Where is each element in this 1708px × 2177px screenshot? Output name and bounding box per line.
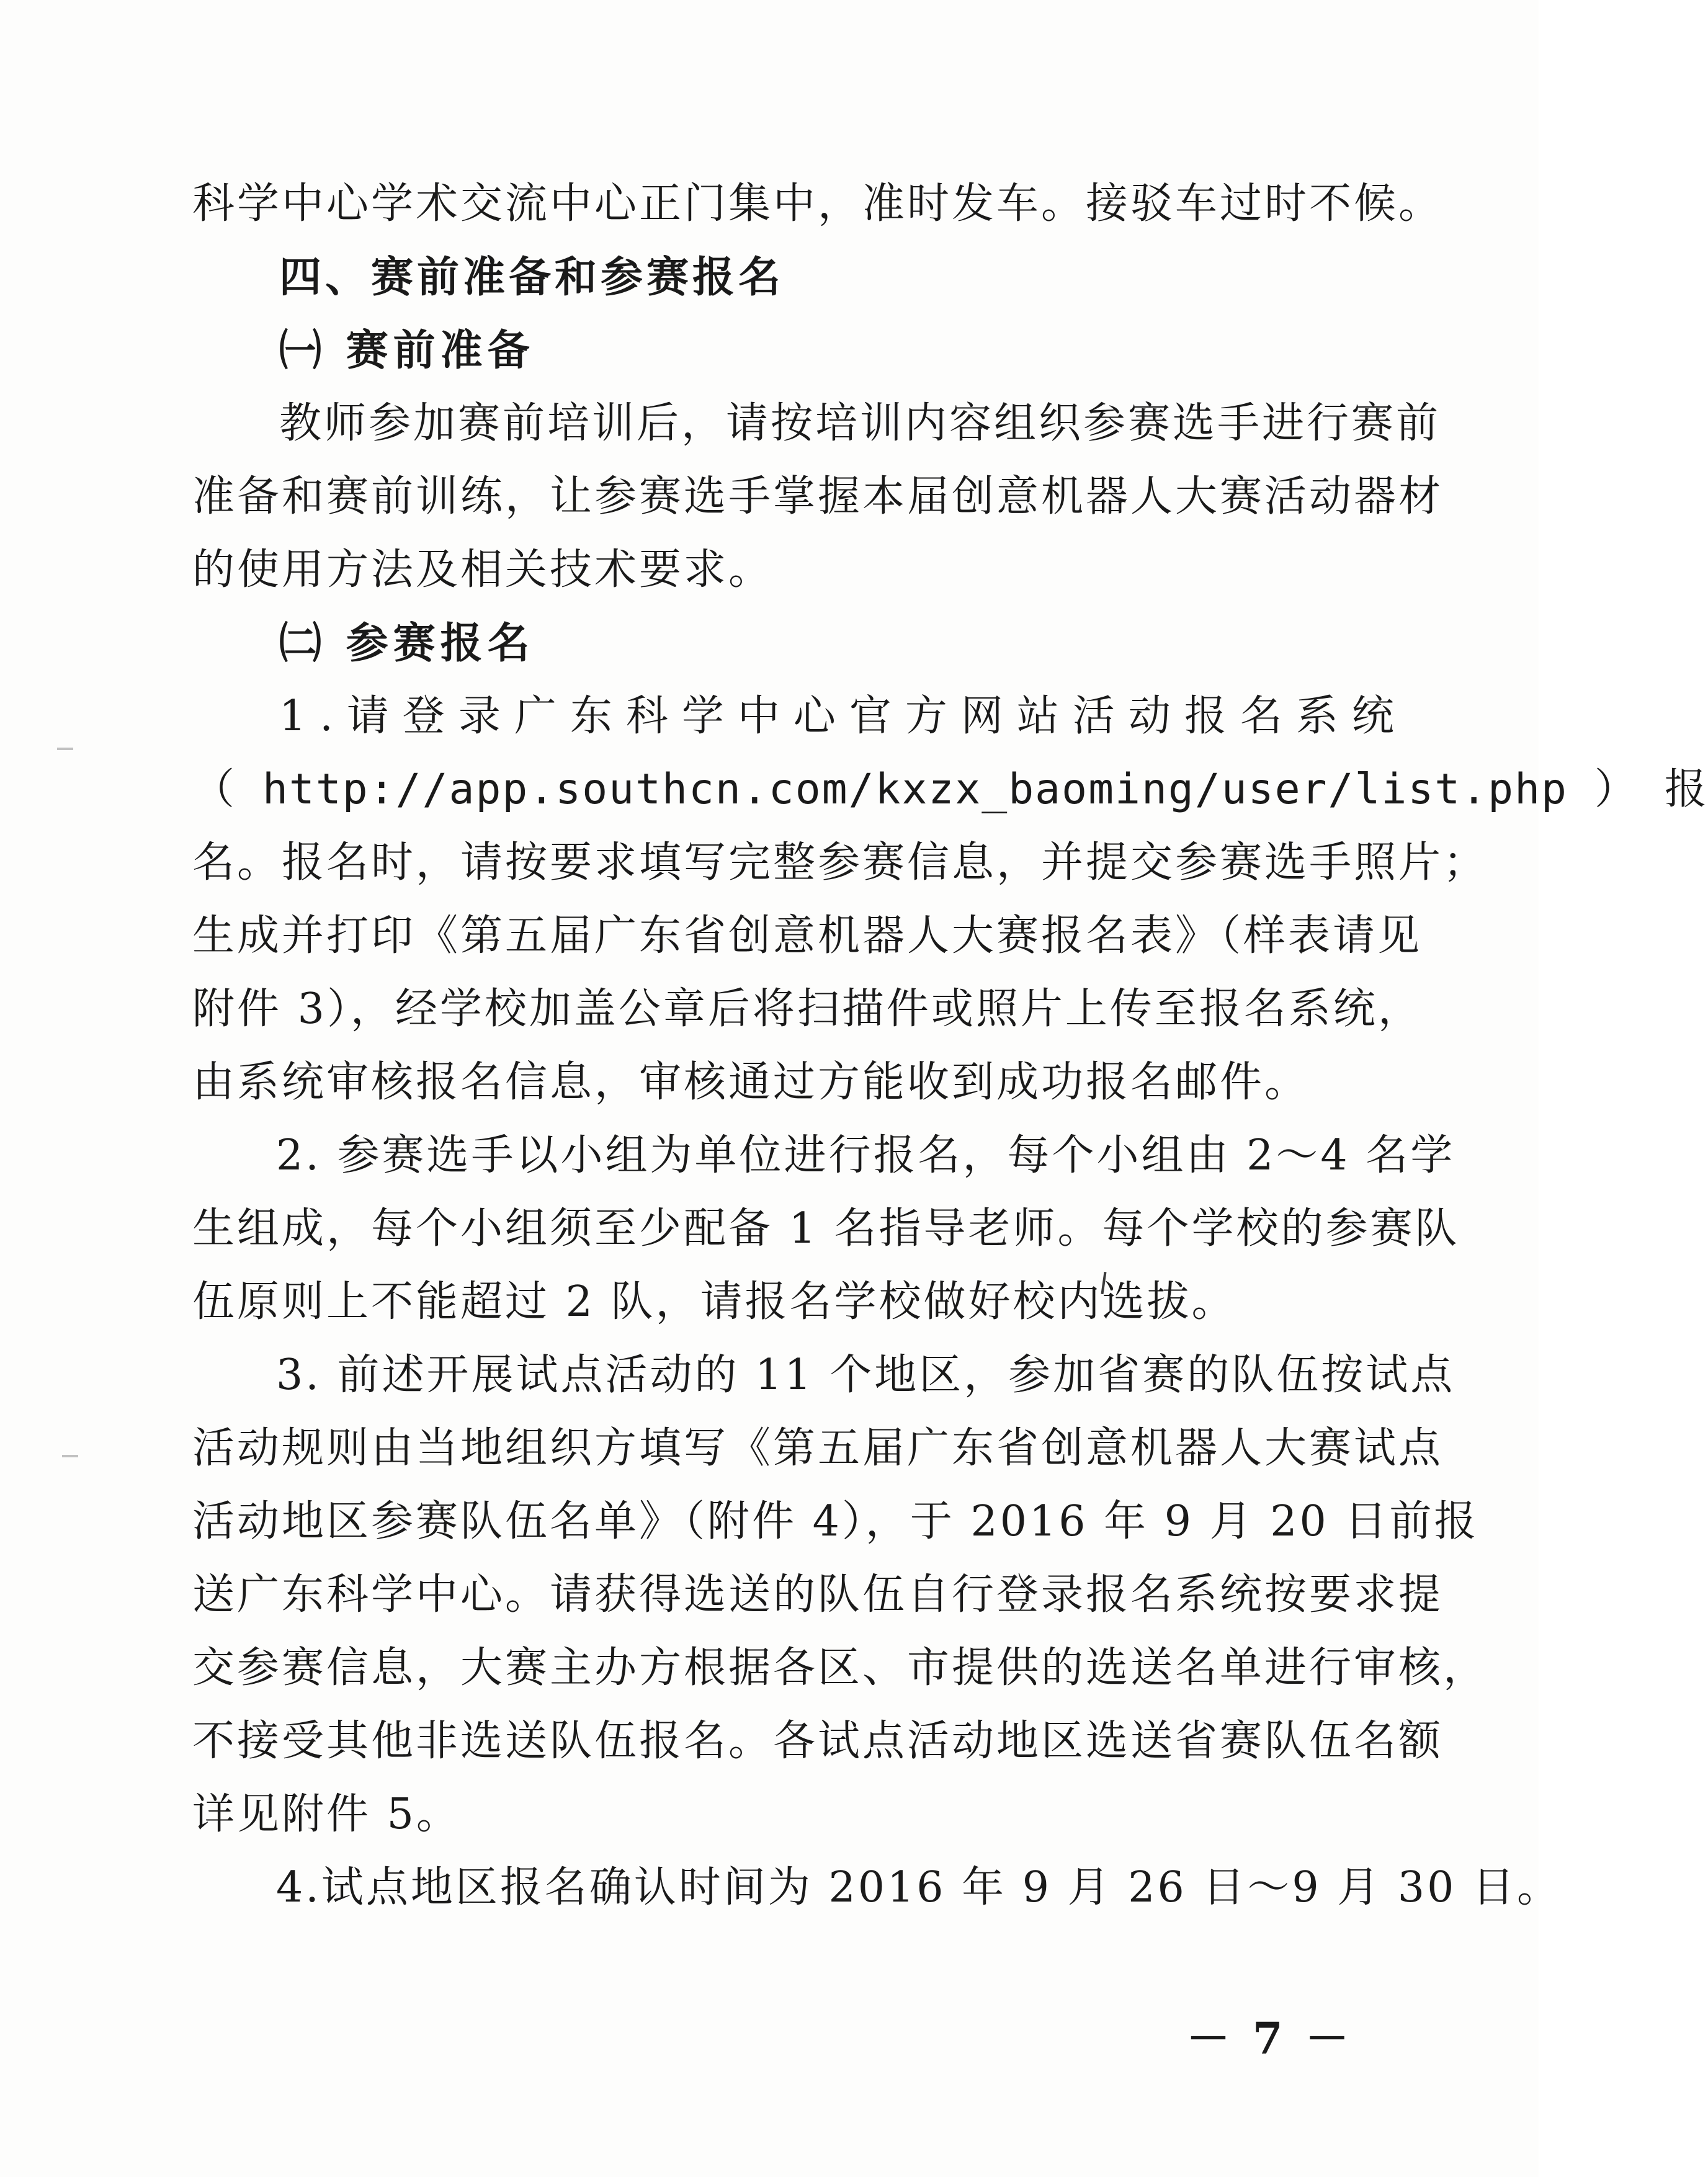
section-heading: 四、赛前准备和参赛报名	[279, 253, 785, 302]
body-line: 活动地区参赛队伍名单》（附件 4），于 2016 年 9 月 20 日前报	[192, 1497, 1479, 1546]
body-line: 伍原则上不能超过 2 队，请报名学校做好校内选拔。	[192, 1277, 1236, 1326]
body-line: 不接受其他非选送队伍报名。各试点活动地区选送省赛队伍名额	[192, 1717, 1444, 1766]
subsection-heading: ㈠ 赛前准备	[279, 326, 535, 375]
body-line: 名。报名时，请按要求填写完整参赛信息，并提交参赛选手照片；	[192, 838, 1488, 887]
body-line: 生成并打印《第五届广东省创意机器人大赛报名表》（样表请见	[192, 911, 1423, 960]
body-line: 活动规则由当地组织方填写《第五届广东省创意机器人大赛试点	[192, 1424, 1444, 1473]
body-line: 详见附件 5。	[192, 1790, 461, 1839]
body-line: 4.试点地区报名确认时间为 2016 年 9 月 26 日～9 月 30 日。	[276, 1863, 1562, 1912]
body-line: 3. 前述开展试点活动的 11 个地区，参加省赛的队伍按试点	[276, 1351, 1455, 1400]
registration-url-line: （ http://app.southcn.com/kxzx_baoming/user/list.php ） 报	[192, 765, 1708, 814]
scan-margin-mark	[57, 748, 73, 750]
body-line: 交参赛信息，大赛主办方根据各区、市提供的选送名单进行审核，	[192, 1643, 1488, 1692]
body-line: 送广东科学中心。请获得选送的队伍自行登录报名系统按要求提	[192, 1570, 1444, 1619]
body-line: 准备和赛前训练，让参赛选手掌握本届创意机器人大赛活动器材	[192, 472, 1444, 521]
body-line: 2. 参赛选手以小组为单位进行报名，每个小组由 2～4 名学	[276, 1131, 1455, 1180]
body-line: 由系统审核报名信息，审核通过方能收到成功报名邮件。	[192, 1058, 1310, 1107]
page-number: － 7 －	[1186, 2013, 1353, 2064]
body-line: 的使用方法及相关技术要求。	[192, 545, 774, 594]
document-body	[192, 168, 1708, 1924]
body-line: 生组成，每个小组须至少配备 1 名指导老师。每个学校的参赛队	[192, 1204, 1460, 1253]
subsection-heading: ㈡ 参赛报名	[279, 619, 535, 668]
scan-margin-mark	[62, 1455, 78, 1457]
body-line: 科学中心学术交流中心正门集中，准时发车。接驳车过时不候。	[192, 179, 1444, 228]
body-line: 1.请登录广东科学中心官方网站活动报名系统	[279, 692, 1408, 741]
body-line: 教师参加赛前培训后，请按培训内容组织参赛选手进行赛前	[279, 399, 1441, 448]
body-line: 附件 3），经学校加盖公章后将扫描件或照片上传至报名系统，	[192, 985, 1423, 1034]
